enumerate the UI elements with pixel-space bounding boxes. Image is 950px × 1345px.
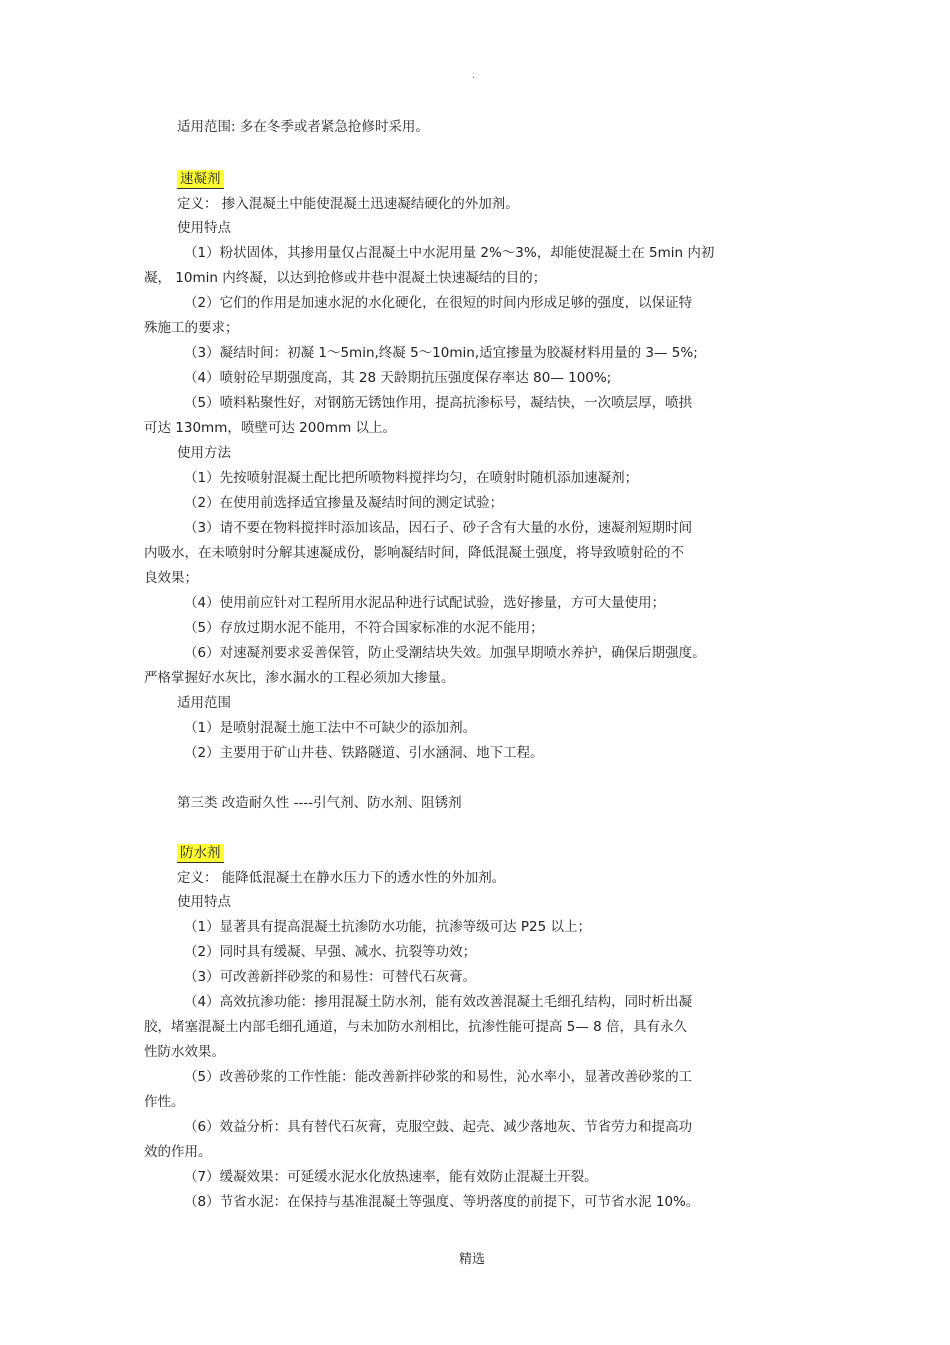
text-line: （2）它们的作用是加速水泥的水化硬化，在很短的时间内形成足够的强度，以保证特: [184, 295, 693, 311]
section-heading: [177, 844, 224, 862]
text-line: （1）显著具有提高混凝土抗渗防水功能，抗渗等级可达 P25 以上；: [184, 919, 591, 935]
text-line: （1）粉状固体，其掺用量仅占混凝土中水泥用量 2%～3%，却能使混凝土在 5min 内初: [184, 245, 715, 261]
text-line: 使用特点: [177, 894, 231, 910]
text-line: （5）存放过期水泥不能用，不符合国家标准的水泥不能用；: [184, 620, 544, 636]
text-line: （5）喷料粘聚性好，对钢筋无锈蚀作用，提高抗渗标号，凝结快，一次喷层厚，喷拱: [184, 395, 693, 411]
section-heading: [177, 170, 224, 188]
text-line: 效的作用。: [144, 1144, 212, 1160]
highlighted-heading-text: 防水剂: [177, 844, 224, 863]
text-line: （2）同时具有缓凝、早强、减水、抗裂等功效；: [184, 944, 477, 960]
text-line: 适用范围: [177, 695, 231, 711]
text-line: 凝， 10min 内终凝，以达到抢修或井巷中混凝土快速凝结的目的；: [144, 270, 547, 286]
text-line: 作性。: [144, 1094, 185, 1110]
text-line: （3）凝结时间：初凝 1～5min,终凝 5～10min,适宜掺量为胶凝材料用量的 3— 5%;: [184, 345, 698, 361]
text-line: （3）请不要在物料搅拌时添加该品，因石子、砂子含有大量的水份，速凝剂短期时间: [184, 520, 693, 536]
text-line: 胶，堵塞混凝土内部毛细孔通道，与未加防水剂相比，抗渗性能可提高 5— 8 倍，具有永久: [144, 1019, 688, 1035]
text-line: 定义： 能降低混凝土在静水压力下的透水性的外加剂。: [177, 870, 506, 886]
text-line: 严格掌握好水灰比，渗水漏水的工程必须加大掺量。: [144, 670, 455, 686]
text-line: （4）喷射砼早期强度高，其 28 天龄期抗压强度保存率达 80— 100%;: [184, 370, 612, 386]
text-line: （4）使用前应针对工程所用水泥品种进行试配试验，选好掺量，方可大量使用；: [184, 595, 666, 611]
text-line: 使用特点: [177, 220, 231, 236]
text-line: （4）高效抗渗功能：掺用混凝土防水剂，能有效改善混凝土毛细孔结构，同时析出凝: [184, 994, 693, 1010]
text-line: （7）缓凝效果：可延缓水泥水化放热速率，能有效防止混凝土开裂。: [184, 1169, 598, 1185]
text-line: 使用方法: [177, 445, 231, 461]
text-line: 可达 130mm，喷壁可达 200mm 以上。: [144, 420, 397, 436]
text-line: （3）可改善新拌砂浆的和易性：可替代石灰膏。: [184, 969, 477, 985]
text-line: （5）改善砂浆的工作性能：能改善新拌砂浆的和易性，沁水率小，显著改善砂浆的工: [184, 1069, 693, 1085]
text-line: 殊施工的要求；: [144, 320, 239, 336]
text-line: 良效果；: [144, 570, 198, 586]
text-line: 适用范围: 多在冬季或者紧急抢修时采用。: [177, 119, 429, 135]
text-line: （6）效益分析：具有替代石灰膏，克服空鼓、起壳、减少落地灰、节省劳力和提高功: [184, 1119, 693, 1135]
text-line: （2）主要用于矿山井巷、铁路隧道、引水涵洞、地下工程。: [184, 745, 544, 761]
text-line: （6）对速凝剂要求妥善保管，防止受潮结块失效。加强早期喷水养护，确保后期强度。: [184, 645, 706, 661]
header-mark: .: [472, 70, 476, 81]
text-line: 内吸水，在未喷射时分解其速凝成份，影响凝结时间，降低混凝土强度，将导致喷射砼的不: [144, 545, 684, 561]
page-footer: 精选: [459, 1252, 486, 1267]
text-line: 第三类 改造耐久性 ----引气剂、防水剂、阻锈剂: [177, 795, 462, 811]
text-line: 定义： 掺入混凝土中能使混凝土迅速凝结硬化的外加剂。: [177, 196, 519, 212]
text-line: 性防水效果。: [144, 1044, 225, 1060]
text-line: （2）在使用前选择适宜掺量及凝结时间的测定试验；: [184, 495, 504, 511]
text-line: （8）节省水泥：在保持与基准混凝土等强度、等坍落度的前提下，可节省水泥 10%。: [184, 1194, 700, 1210]
text-line: （1）先按喷射混凝土配比把所喷物料搅拌均匀，在喷射时随机添加速凝剂；: [184, 470, 639, 486]
text-line: （1）是喷射混凝土施工法中不可缺少的添加剂。: [184, 720, 477, 736]
highlighted-heading-text: 速凝剂: [177, 170, 224, 189]
